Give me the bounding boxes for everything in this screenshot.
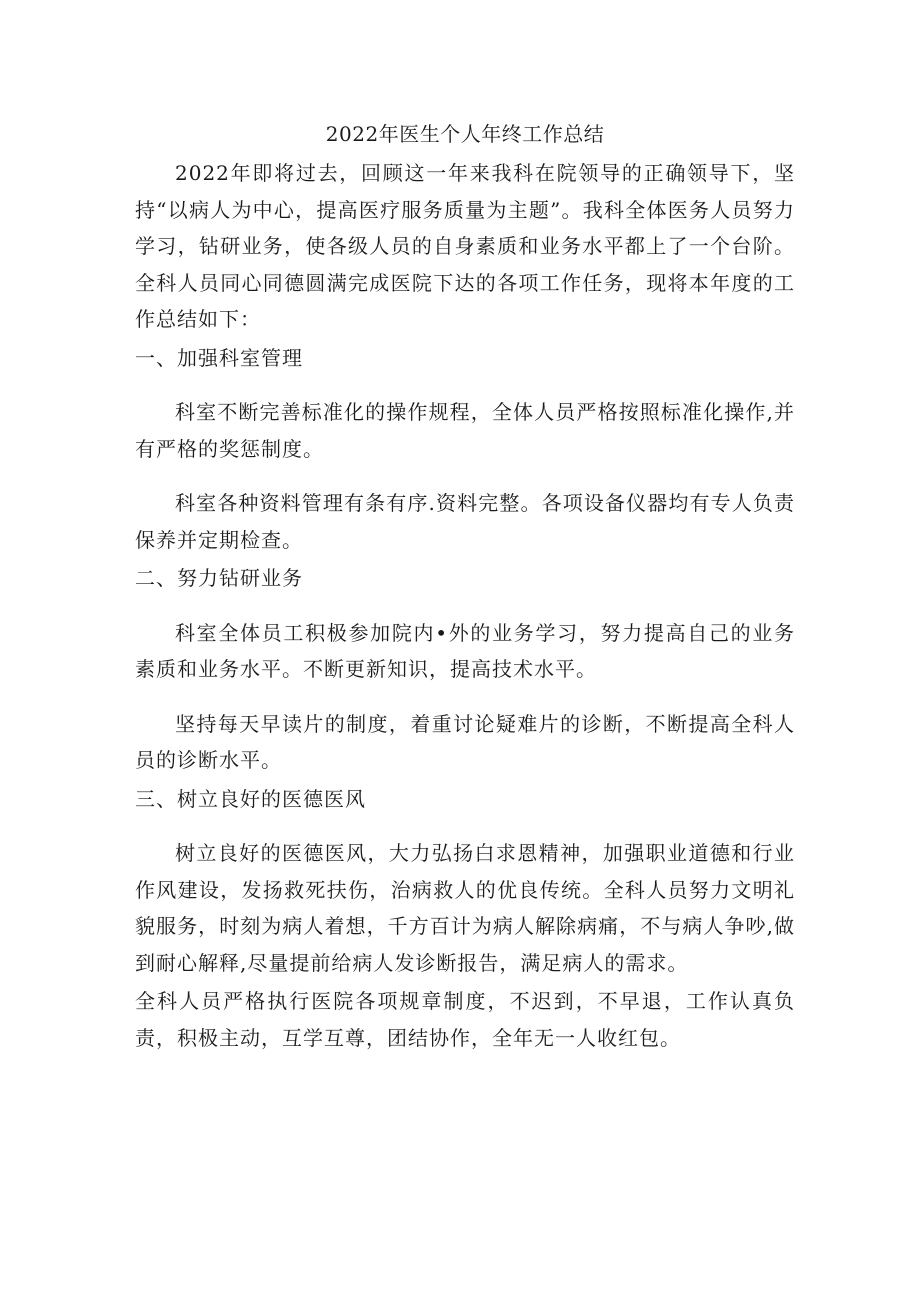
section-heading-ethics: 三、树立良好的医德医风: [135, 786, 366, 811]
management-paragraph-1: 科室不断完善标准化的操作规程，全体人员严格按照标准化操作,并有严格的奖惩制度。: [135, 400, 795, 461]
management-paragraph-2: 科室各种资料管理有条有序.资料完整。各项设备仪器均有专人负责保养并定期检查。: [135, 491, 795, 552]
document-title: 2022年医生个人年终工作总结: [325, 122, 605, 146]
study-paragraph-2: 坚持每天早读片的制度，着重讨论疑难片的诊断，不断提高全科人员的诊断水平。: [135, 711, 795, 772]
section-heading-study: 二、努力钻研业务: [135, 566, 303, 590]
study-paragraph-1: 科室全体员工积极参加院内•外的业务学习，努力提高自己的业务素质和业务水平。不断更新知识，提高技术水平。: [135, 620, 795, 681]
closing-paragraph: 全科人员严格执行医院各项规章制度，不迟到，不早退，工作认真负责，积极主动，互学互尊，团结协作，全年无一人收红包。: [135, 989, 795, 1050]
section-heading-management: 一、加强科室管理: [135, 345, 303, 370]
document-body: [135, 118, 795, 1074]
intro-paragraph: 2022年即将过去，回顾这一年来我科在院领导的正确领导下，坚持“以病人为中心，提高医疗服务质量为主题”。我科全体医务人员努力学习，钻研业务，使各级人员的自身素质和业务水平都上了一个台阶。全科人员同心同德圆满完成医院下达的各项工作任务，现将本年度的工作总结如下：: [135, 161, 795, 331]
ethics-paragraph-1: 树立良好的医德医风，大力弘扬白求恩精神，加强职业道德和行业作风建设，发扬救死扶伤，治病救人的优良传统。全科人员努力文明礼貌服务，时刻为病人着想，千方百计为病人解除病痛，不与病人争吵,做到耐心解释,尽量提前给病人发诊断报告，满足病人的需求。: [135, 841, 795, 975]
